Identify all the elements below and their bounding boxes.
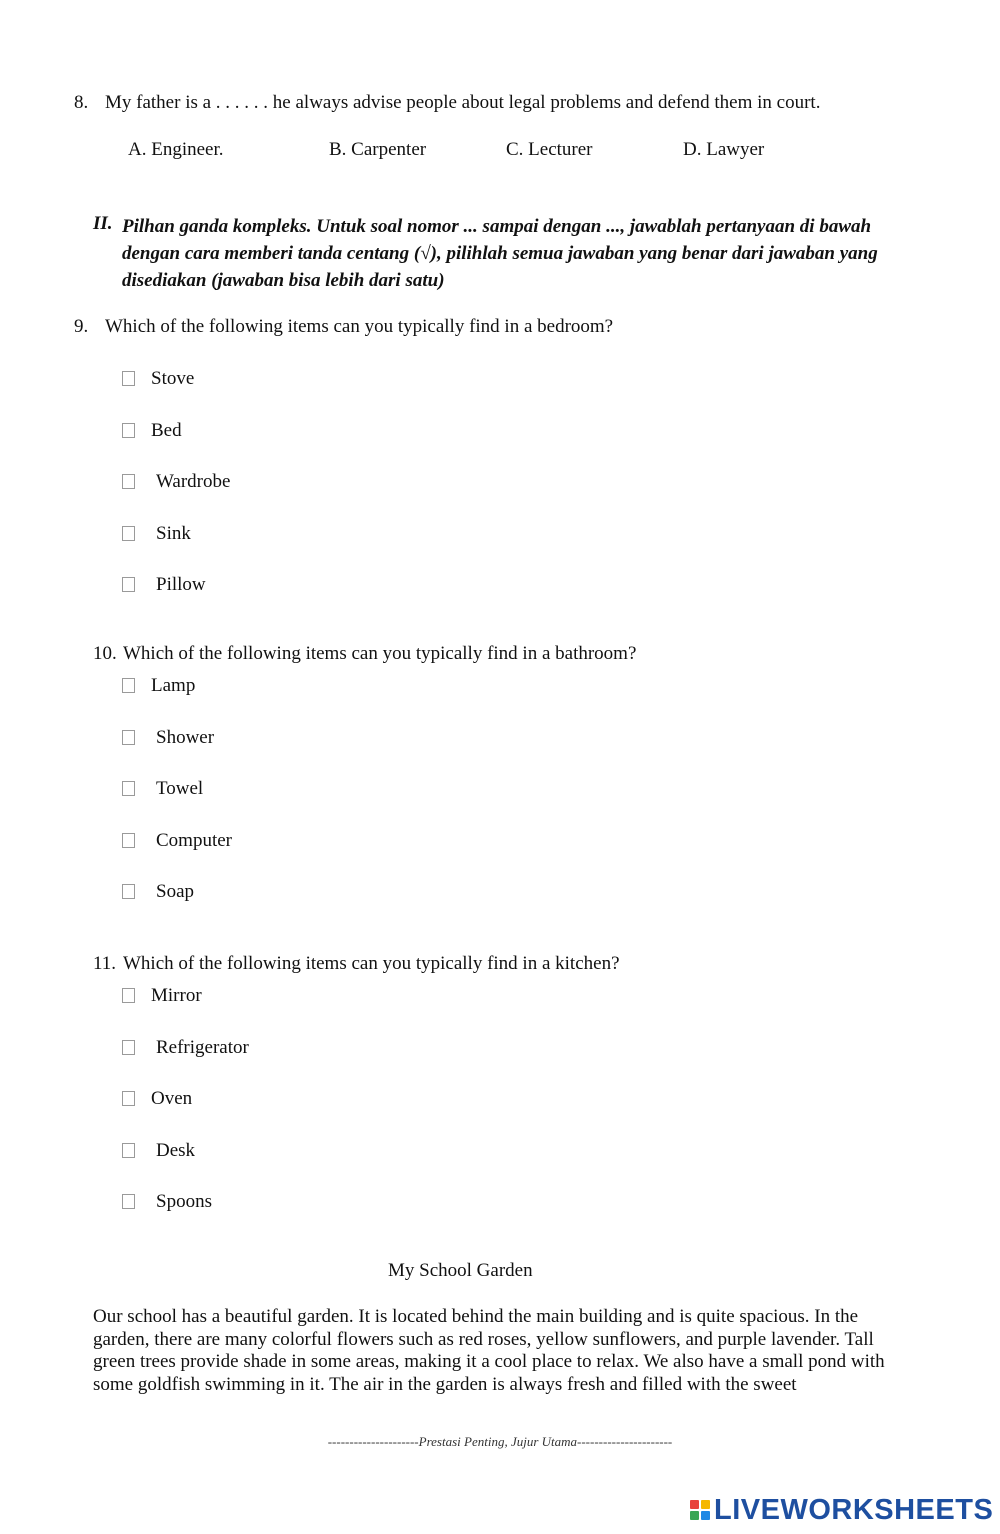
q10-option-computer: Computer <box>156 830 232 851</box>
q11-checkbox-desk[interactable] <box>122 1143 135 1158</box>
q11-option-refrigerator: Refrigerator <box>156 1037 249 1058</box>
q10-option-lamp: Lamp <box>151 675 196 696</box>
q9-checkbox-pillow[interactable] <box>122 577 135 592</box>
q11-checkbox-refrigerator[interactable] <box>122 1040 135 1055</box>
q10-option-soap: Soap <box>156 881 194 902</box>
q11-option-mirror: Mirror <box>151 985 202 1006</box>
q11-checkbox-oven[interactable] <box>122 1091 135 1106</box>
section-number: II. <box>93 213 113 234</box>
q9-checkbox-sink[interactable] <box>122 526 135 541</box>
q11-option-oven: Oven <box>151 1088 193 1109</box>
q9-option-sink: Sink <box>156 523 191 544</box>
footer-motto: ---------------------Prestasi Penting, Jujur Utama---------------------- <box>327 1434 673 1449</box>
q10-checkbox-shower[interactable] <box>122 730 135 745</box>
q9-option-wardrobe: Wardrobe <box>156 471 231 492</box>
q10-checkbox-soap[interactable] <box>122 884 135 899</box>
question-11-text: Which of the following items can you typically find in a kitchen? <box>123 953 620 974</box>
question-8-number: 8. <box>74 92 89 113</box>
question-9-number: 9. <box>74 316 89 337</box>
liveworksheets-logo[interactable] <box>690 1494 993 1526</box>
q11-option-desk: Desk <box>156 1140 196 1161</box>
q10-option-towel: Towel <box>156 778 204 799</box>
q9-option-stove: Stove <box>151 368 195 389</box>
q8-option-d[interactable]: D. Lawyer <box>683 139 765 160</box>
q9-option-bed: Bed <box>151 420 182 441</box>
reading-paragraph: Our school has a beautiful garden. It is located behind the main building and is quite spacious. In the garden, there are many colorful flowers such as red roses, yellow sunflowers, and purple lavender. Tall green trees provide shade in some areas, making it a cool place to relax. We also have a small pond with some goldfish swimming in it. The air in the garden is always fresh and filled with the sweet <box>93 1306 885 1395</box>
q9-checkbox-bed[interactable] <box>122 423 135 438</box>
question-11-number: 11. <box>93 953 117 974</box>
logo-grid-icon <box>690 1500 710 1520</box>
logo-text: LIVEWORKSHEETS <box>714 1493 994 1526</box>
reading-title: My School Garden <box>388 1260 533 1281</box>
section-instructions: Pilhan ganda kompleks. Untuk soal nomor ... sampai dengan ..., jawablah pertanyaan di bawah dengan cara memberi tanda centang (√), pilihlah semua jawaban yang benar dari jawaban yang disediakan (jawaban bisa lebih dari satu) <box>122 216 878 291</box>
question-10-number: 10. <box>93 643 117 664</box>
q8-option-c[interactable]: C. Lecturer <box>506 139 593 160</box>
q10-checkbox-lamp[interactable] <box>122 678 135 693</box>
question-9-text: Which of the following items can you typically find in a bedroom? <box>105 316 614 337</box>
q9-option-pillow: Pillow <box>156 574 206 595</box>
q9-checkbox-wardrobe[interactable] <box>122 474 135 489</box>
question-10-text: Which of the following items can you typically find in a bathroom? <box>123 643 637 664</box>
q10-option-shower: Shower <box>156 727 215 748</box>
q9-checkbox-stove[interactable] <box>122 371 135 386</box>
q8-option-a[interactable]: A. Engineer. <box>128 139 224 160</box>
q10-checkbox-towel[interactable] <box>122 781 135 796</box>
q11-checkbox-mirror[interactable] <box>122 988 135 1003</box>
q10-checkbox-computer[interactable] <box>122 833 135 848</box>
q8-option-b[interactable]: B. Carpenter <box>329 139 427 160</box>
question-8-text: My father is a . . . . . . he always advise people about legal problems and defend them in court. <box>105 92 821 113</box>
q11-checkbox-spoons[interactable] <box>122 1194 135 1209</box>
q11-option-spoons: Spoons <box>156 1191 212 1212</box>
